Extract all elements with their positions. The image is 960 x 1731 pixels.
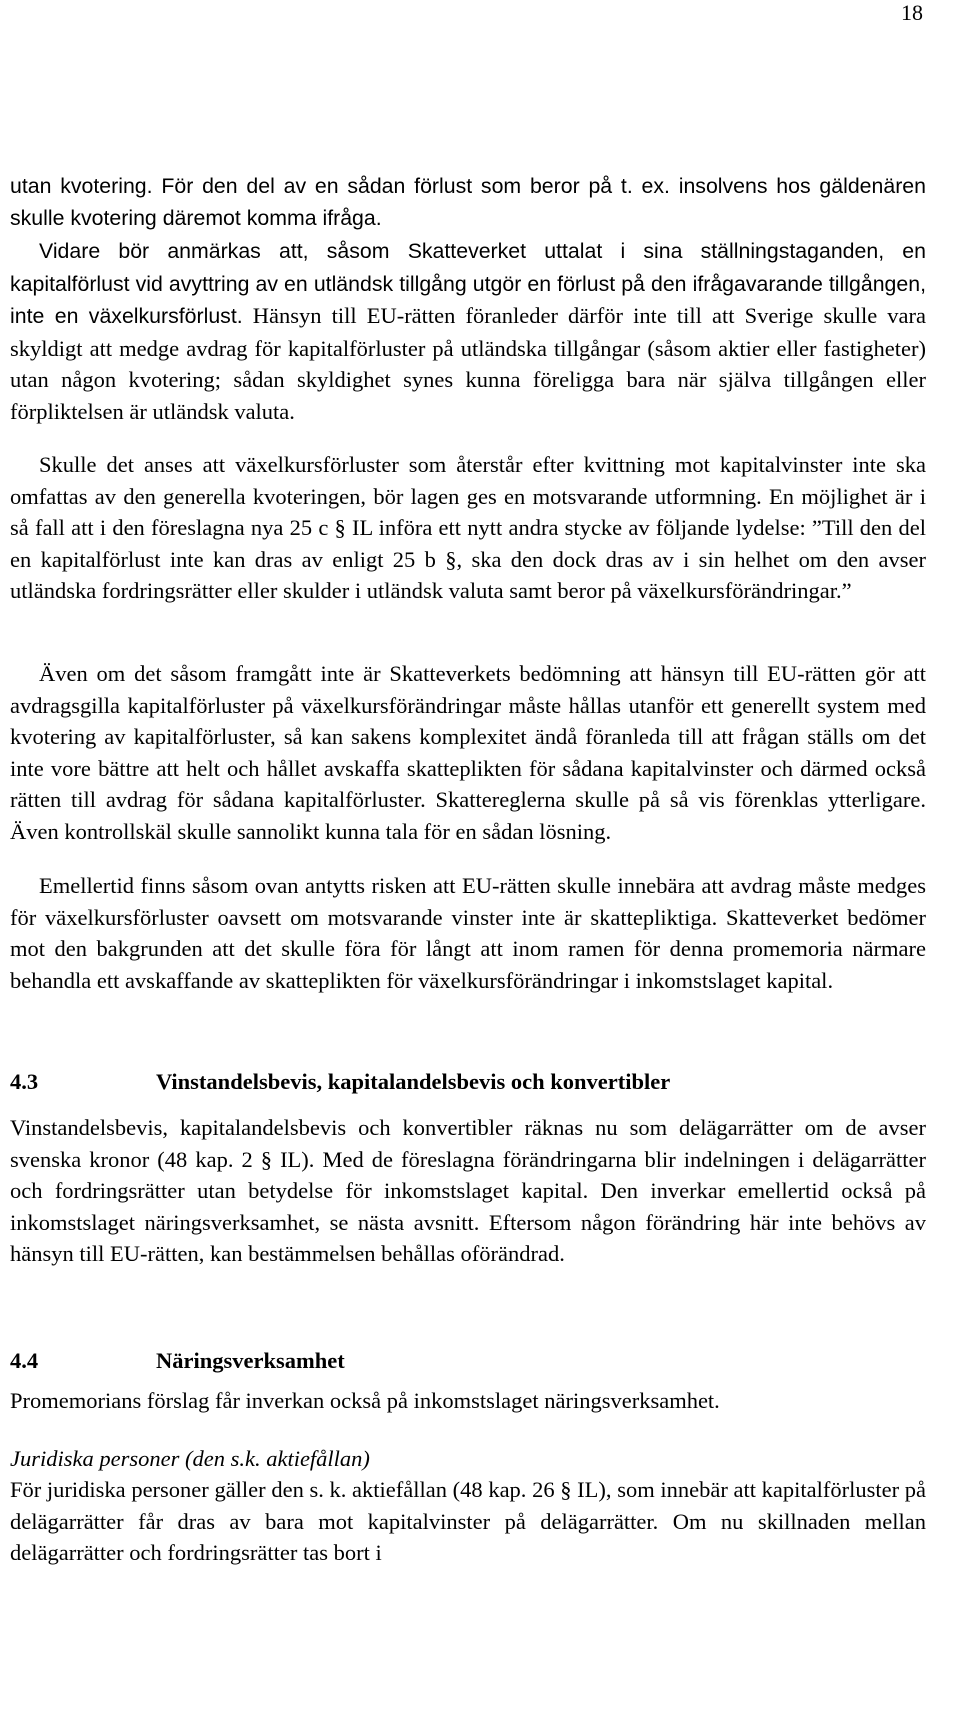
paragraph-5: Emellertid finns såsom ovan antytts risken att EU-rätten skulle innebära att avdrag måste medges för växelkursförluster oavsett om motsvarande vinster inte är skattepliktiga. Skatteverket bedömer mot den bakgrunden att det skulle föra för långt att inom ramen för denna promemoria närmare behandla ett avskaffande av skatteplikten för växelkursförändringar i inkomstslaget kapital. <box>10 873 926 993</box>
subheading-juridiska-personer: Juridiska personer (den s.k. aktiefållan) <box>10 1446 370 1471</box>
section-title-4-3: Vinstandelsbevis, kapitalandelsbevis och konvertibler <box>156 1069 671 1094</box>
paragraph-4: Även om det såsom framgått inte är Skatteverkets bedömning att hänsyn till EU-rätten gör att avdragsgilla kapitalförluster på växelkursförändringar måste hållas utanför ett generellt system med kvotering av kapitalförluster, så kan sakens komplexitet ändå föranleda till att frågan ställs om det inte vore bättre att helt och hållet avskaffa skatteplikten för sådana kapitalvinster och därmed också rätten till avdrag för sådana kapitalförluster. Skattereglerna skulle på så vis förenklas ytterligare. Även kontrollskäl skulle sannolikt kunna tala för en sådan lösning. <box>10 661 926 844</box>
section-heading-4-3 <box>10 1066 670 1098</box>
section-4-3-body: Vinstandelsbevis, kapitalandelsbevis och konvertibler räknas nu som delägarrätter om de avser svenska kronor (48 kap. 2 § IL). Med de föreslagna förändringarna blir indelningen i delägarrätter och fordringsrätter utan betydelse för inkomstslaget kapital. Den inverkar emellertid också på inkomstslaget näringsverksamhet, se nästa avsnitt. Eftersom någon förändring här inte behövs av hänsyn till EU-rätten, kan bestämmelsen behållas oförändrad. <box>10 1115 926 1266</box>
paragraph-1: utan kvotering. För den del av en sådan förlust som beror på t. ex. insolvens hos gäldenären skulle kvotering däremot komma ifråga. <box>10 174 926 230</box>
paragraph-3: Skulle det anses att växelkursförluster som återstår efter kvittning mot kapitalvinster inte ska omfattas av den generella kvoteringen, bör lagen ges en motsvarande utformning. En möjlighet är i så fall att i den föreslagna nya 25 c § IL införa ett nytt andra stycke av följande lydelse: ”Till den del en kapitalförlust inte kan dras av enligt 25 b §, ska den dock dras av i sin helhet om den avser utländska fordringsrätter eller skulder i utländsk valuta samt beror på växelkursförändringar.” <box>10 452 926 603</box>
subsection-body: För juridiska personer gäller den s. k. aktiefållan (48 kap. 26 § IL), som innebär att kapitalförluster på delägarrätter får dras av bara mot kapitalvinster på delägarrätter. Om nu skillnaden mellan delägarrätter och fordringsrätter tas bort i <box>10 1477 926 1565</box>
page-number: 18 <box>901 0 923 25</box>
section-4-4-body: Promemorians förslag får inverkan också på inkomstslaget näringsverksamhet. <box>10 1388 720 1413</box>
paragraph-2-sans-part: Vidare bör anmärkas att, såsom Skatteverket uttalat i sina ställningstaganden, en kapitalförlust vid avyttring av en utländsk tillgång utgör en förlust på den ifrågavarande tillgången, inte en växelkursförlust. <box>10 239 926 328</box>
paragraph-2 <box>10 235 926 427</box>
paragraph-2-serif-part: Hänsyn till EU-rätten föranleder därför inte till att Sverige skulle vara skyldigt att medge avdrag för kapitalförluster på utländska tillgångar (såsom aktier eller fastigheter) utan någon kvotering; sådan skyldighet synes kunna föreligga bara när själva tillgången eller förpliktelsen är utländsk valuta. <box>10 303 926 424</box>
section-title-4-4: Näringsverksamhet <box>156 1348 345 1373</box>
section-number-4-4: 4.4 <box>10 1348 39 1373</box>
section-number-4-3: 4.3 <box>10 1069 39 1094</box>
section-heading-4-4 <box>10 1345 345 1377</box>
